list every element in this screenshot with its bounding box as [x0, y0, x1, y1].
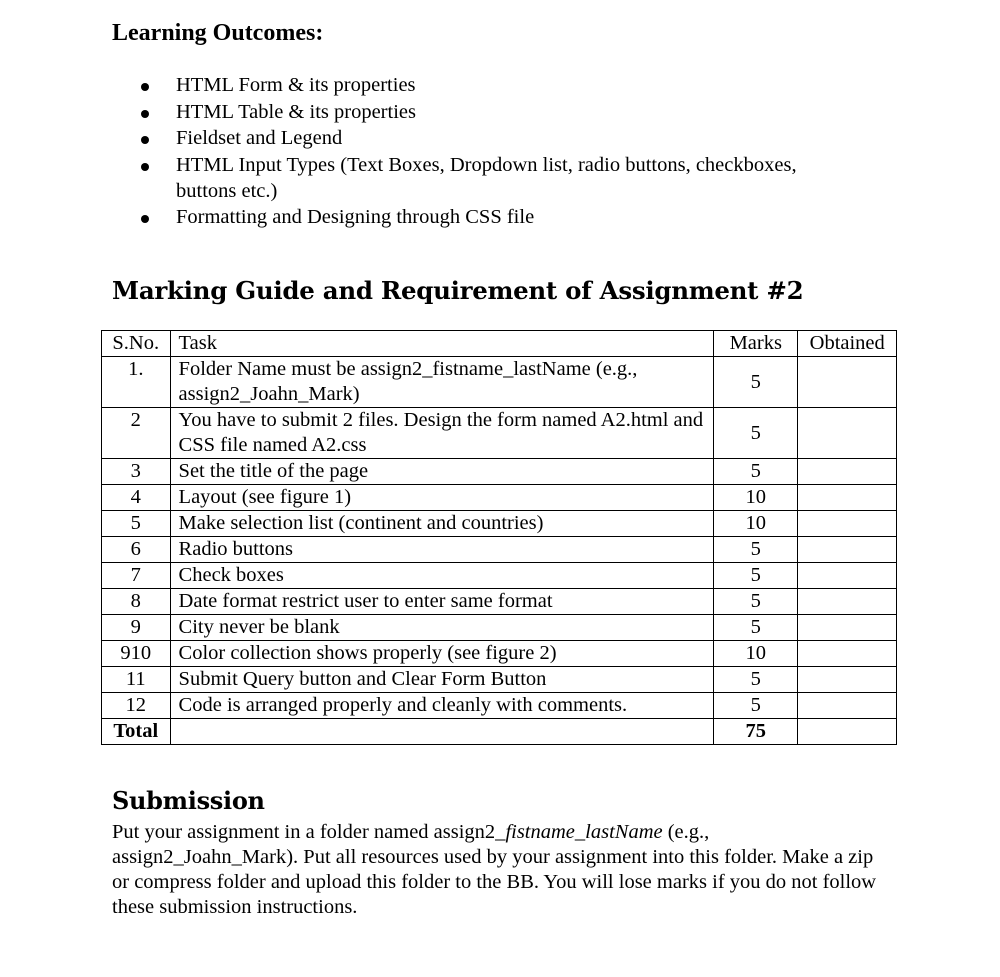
cell-sno: 6	[102, 537, 171, 563]
cell-task: Folder Name must be assign2_fistname_lastName (e.g., assign2_Joahn_Mark)	[170, 357, 714, 408]
column-header-task: Task	[170, 331, 714, 357]
cell-obtained	[798, 459, 897, 485]
table-row	[102, 357, 897, 408]
total-marks: 75	[714, 719, 798, 745]
cell-marks: 5	[714, 408, 798, 459]
submission-text-before: Put your assignment in a folder named assign2_	[112, 821, 506, 843]
cell-task: You have to submit 2 files. Design the form named A2.html and CSS file named A2.css	[170, 408, 714, 459]
cell-obtained	[798, 485, 897, 511]
column-header-marks: Marks	[714, 331, 798, 357]
cell-sno: 4	[102, 485, 171, 511]
list-item-text: HTML Input Types (Text Boxes, Dropdown list, radio buttons, checkboxes, buttons etc.)	[176, 154, 797, 202]
table-total-row	[102, 719, 897, 745]
cell-sno: 8	[102, 589, 171, 615]
cell-sno: 9	[102, 615, 171, 641]
column-header-obtained: Obtained	[798, 331, 897, 357]
cell-sno: 7	[102, 563, 171, 589]
table-row	[102, 563, 897, 589]
cell-marks: 5	[714, 693, 798, 719]
cell-sno: 2	[102, 408, 171, 459]
cell-marks: 5	[714, 357, 798, 408]
cell-sno: 5	[102, 511, 171, 537]
list-item	[112, 100, 852, 126]
bullet-icon	[141, 83, 149, 91]
column-header-sno: S.No.	[102, 331, 171, 357]
bullet-icon	[141, 215, 149, 223]
cell-task: Color collection shows properly (see figure 2)	[170, 641, 714, 667]
cell-obtained	[798, 357, 897, 408]
learning-outcomes-heading: Learning Outcomes:	[112, 20, 324, 46]
cell-marks: 5	[714, 589, 798, 615]
table-row	[102, 459, 897, 485]
cell-marks: 10	[714, 485, 798, 511]
cell-obtained	[798, 511, 897, 537]
table-row	[102, 511, 897, 537]
cell-sno: 910	[102, 641, 171, 667]
cell-task: Set the title of the page	[170, 459, 714, 485]
table-row	[102, 537, 897, 563]
list-item	[112, 73, 852, 99]
cell-task: Make selection list (continent and countries)	[170, 511, 714, 537]
total-obtained	[798, 719, 897, 745]
cell-obtained	[798, 615, 897, 641]
bullet-icon	[141, 136, 149, 144]
cell-marks: 5	[714, 667, 798, 693]
cell-obtained	[798, 667, 897, 693]
list-item-text: HTML Table & its properties	[176, 100, 416, 123]
cell-obtained	[798, 589, 897, 615]
cell-task: Layout (see figure 1)	[170, 485, 714, 511]
cell-task: Submit Query button and Clear Form Button	[170, 667, 714, 693]
table-row	[102, 485, 897, 511]
bullet-icon	[141, 163, 149, 171]
table-row	[102, 589, 897, 615]
cell-obtained	[798, 693, 897, 719]
cell-marks: 10	[714, 641, 798, 667]
submission-paragraph	[112, 820, 892, 920]
total-task-cell	[170, 719, 714, 745]
list-item	[112, 153, 852, 204]
cell-obtained	[798, 563, 897, 589]
cell-sno: 3	[102, 459, 171, 485]
total-label: Total	[102, 719, 171, 745]
bullet-icon	[141, 110, 149, 118]
cell-sno: 11	[102, 667, 171, 693]
submission-text-italic: fistname_lastName	[505, 821, 663, 843]
cell-task: City never be blank	[170, 615, 714, 641]
cell-obtained	[798, 641, 897, 667]
list-item	[112, 126, 852, 152]
submission-heading: Submission	[112, 786, 265, 815]
submission-text-after: (e.g., assign2_Joahn_Mark). Put all resources used by your assignment into this folder. Make a zip or compress folder and upload this folder to the BB. You will lose marks if you do not follow these submission instructions.	[112, 821, 877, 918]
table-row	[102, 615, 897, 641]
cell-sno: 12	[102, 693, 171, 719]
list-item-text: HTML Form & its properties	[176, 74, 416, 96]
cell-task: Code is arranged properly and cleanly with comments.	[170, 693, 714, 719]
learning-outcomes-list	[112, 73, 852, 232]
cell-task: Check boxes	[170, 563, 714, 589]
cell-obtained	[798, 537, 897, 563]
list-item-text: Formatting and Designing through CSS file	[176, 206, 535, 229]
marking-table	[101, 330, 897, 745]
cell-task: Radio buttons	[170, 537, 714, 563]
marking-guide-heading: Marking Guide and Requirement of Assignment #2	[112, 276, 804, 305]
cell-task: Date format restrict user to enter same format	[170, 589, 714, 615]
table-row	[102, 693, 897, 719]
cell-marks: 10	[714, 511, 798, 537]
list-item-text: Fieldset and Legend	[176, 127, 343, 150]
cell-marks: 5	[714, 563, 798, 589]
table-header-row	[102, 331, 897, 357]
cell-marks: 5	[714, 537, 798, 563]
cell-marks: 5	[714, 615, 798, 641]
table-row	[102, 667, 897, 693]
cell-sno: 1.	[102, 357, 171, 408]
cell-obtained	[798, 408, 897, 459]
table-row	[102, 408, 897, 459]
table-row	[102, 641, 897, 667]
list-item	[112, 205, 852, 231]
cell-marks: 5	[714, 459, 798, 485]
